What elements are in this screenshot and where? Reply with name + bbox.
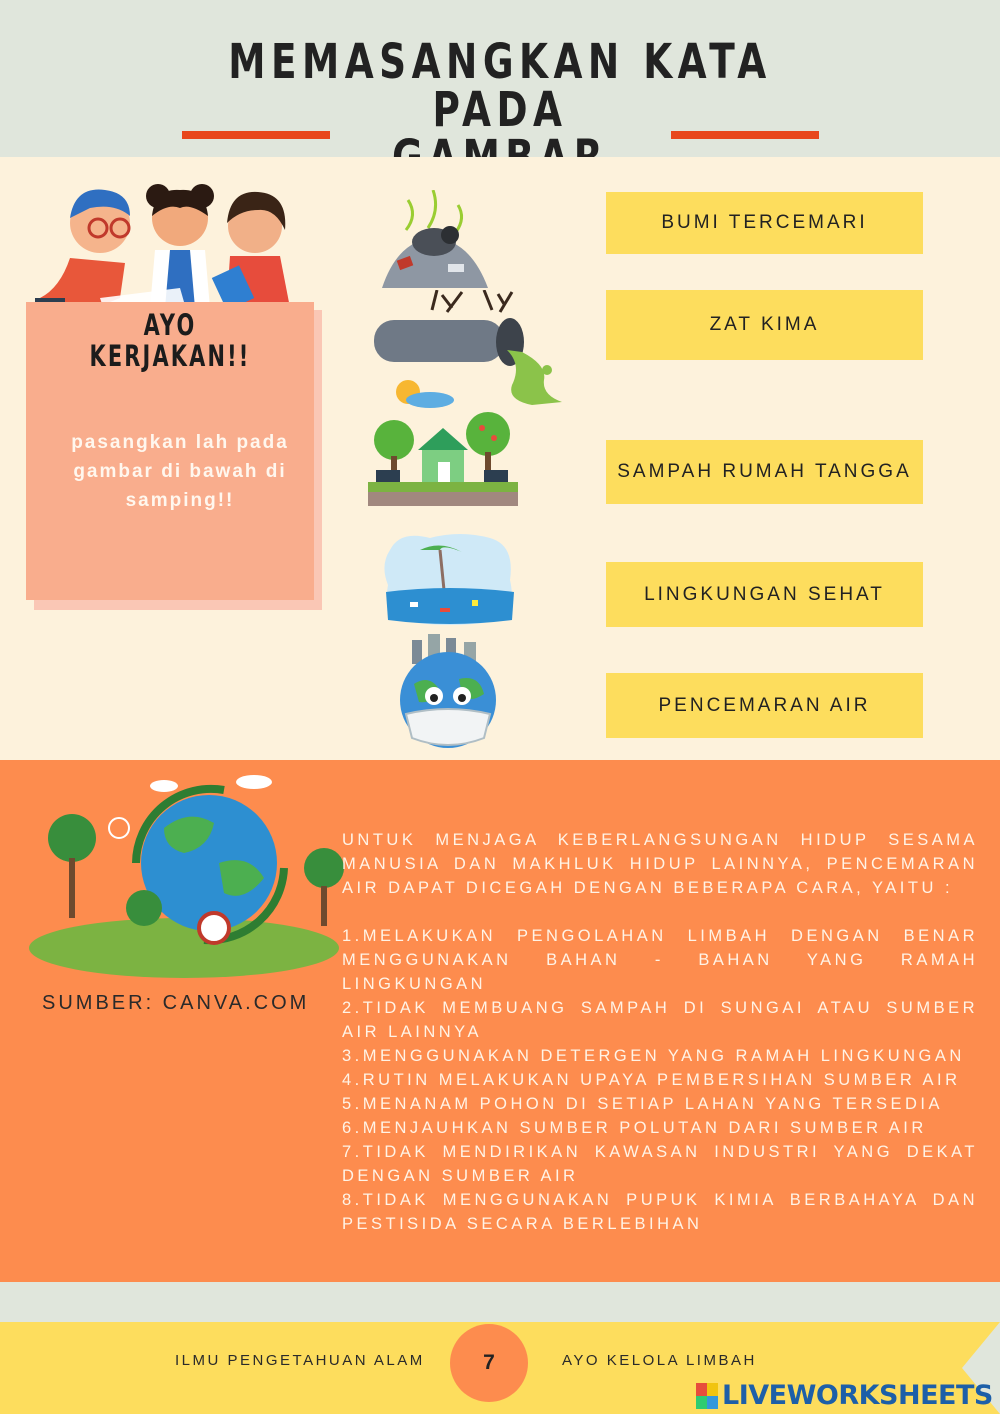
footer-subject: ILMU PENGETAHUAN ALAM (175, 1352, 425, 1369)
label-zat-kima[interactable]: ZAT KIMA (606, 290, 923, 360)
title-rule-right (671, 131, 819, 139)
info-text (342, 828, 978, 1236)
info-item: 8.TIDAK MENGGUNAKAN PUPUK KIMIA BERBAHAYA DAN PESTISIDA SECARA BERLEBIHAN (342, 1191, 978, 1233)
info-item: 5.MENANAM POHON DI SETIAP LAHAN YANG TERSEDIA (342, 1095, 943, 1113)
label-pencemaran-air[interactable]: PENCEMARAN AIR (606, 673, 923, 738)
instruction-card-title (66, 310, 273, 372)
info-spacer (342, 900, 978, 924)
info-intro: UNTUK MENJAGA KEBERLANGSUNGAN HIDUP SESAMA MANUSIA DAN MAKHLUK HIDUP LAINNYA, PENCEMARAN AIR DAPAT DICEGAH DENGAN BEBERAPA CARA, YAITU : (342, 831, 978, 897)
sick-earth-mask-icon[interactable] (384, 634, 512, 754)
card-title-line1: AYO (143, 308, 197, 342)
label-sampah-rumah-tangga[interactable]: SAMPAH RUMAH TANGGA (606, 440, 923, 504)
info-item: 2.TIDAK MEMBUANG SAMPAH DI SUNGAI ATAU SUMBER AIR LAINNYA (342, 999, 978, 1041)
source-credit: SUMBER: CANVA.COM (42, 992, 310, 1014)
liveworksheets-brand[interactable] (696, 1380, 993, 1411)
polluted-beach-icon[interactable] (380, 530, 518, 628)
info-item: 4.RUTIN MELAKUKAN UPAYA PEMBERSIHAN SUMBER AIR (342, 1071, 961, 1089)
page-number: 7 (450, 1324, 528, 1402)
instruction-text: pasangkan lah pada gambar di bawah di samping!! (71, 432, 289, 511)
label-bumi-tercemari[interactable]: BUMI TERCEMARI (606, 192, 923, 254)
info-item: 1.MELAKUKAN PENGOLAHAN LIMBAH DENGAN BENAR MENGGUNAKAN BAHAN - BAHAN YANG RAMAH LINGKUNGAN (342, 927, 978, 993)
green-house-icon[interactable] (368, 378, 518, 508)
liveworksheets-logo-icon (696, 1383, 718, 1409)
brand-name: LIVEWORKSHEETS (722, 1380, 993, 1411)
footer-topic: AYO KELOLA LIMBAH (562, 1352, 757, 1369)
card-title-line2: KERJAKAN!! (89, 339, 251, 373)
footer-band-top (0, 1282, 1000, 1322)
info-item: 7.TIDAK MENDIRIKAN KAWASAN INDUSTRI YANG DEKAT DENGAN SUMBER AIR (342, 1143, 978, 1185)
info-item: 6.MENJAUHKAN SUMBER POLUTAN DARI SUMBER AIR (342, 1119, 927, 1137)
eco-planet-illustration (24, 768, 344, 983)
page-title-line1: MEMASANGKAN KATA PADA (228, 34, 772, 138)
title-rule-left (182, 131, 330, 139)
info-item: 3.MENGGUNAKAN DETERGEN YANG RAMAH LINGKUNGAN (342, 1047, 965, 1065)
landfill-trash-icon[interactable] (378, 190, 490, 288)
label-lingkungan-sehat[interactable]: LINGKUNGAN SEHAT (606, 562, 923, 627)
